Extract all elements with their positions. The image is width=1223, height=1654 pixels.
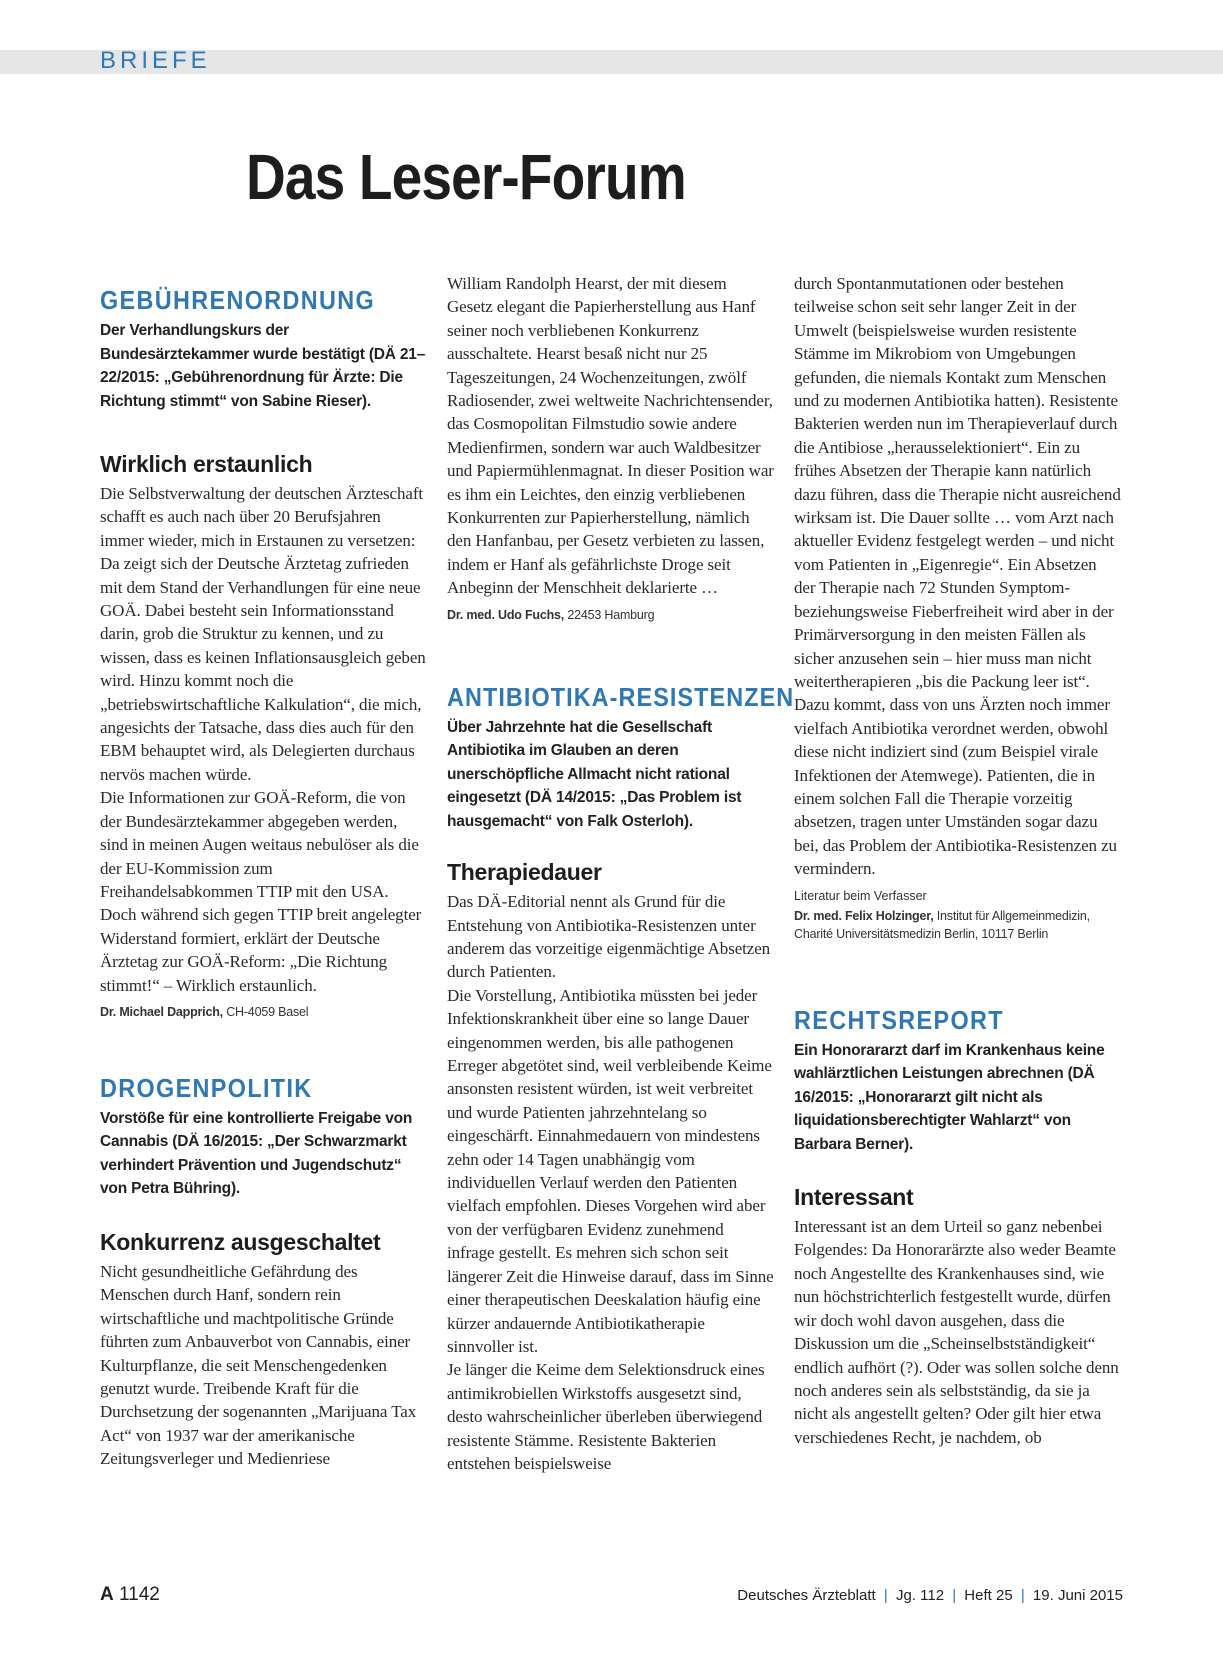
journal-name: Deutsches Ärzteblatt	[737, 1587, 876, 1604]
letter-headline: Interessant	[794, 1184, 914, 1211]
author-name: Dr. Michael Dapprich,	[100, 1004, 223, 1019]
letter-paragraph: Interessant ist an dem Urteil so ganz nebenbei Folgendes: Da Honorarärzte also weder Beamte noch Angestellte des Krankenhauses sind, wie nun höchstrichterlich festgestellt wurde, dürfen wir doch wohl davon ausgehen, dass die Diskussion um die „Scheinselbstständigkeit“ endlich aufhört (?). Oder was sollen solche denn noch anderes sein als selbstständig, da sie ja nicht als angestellt gelten? Oder gilt hier etwa verschiedenes Recht, je nachdem, ob	[794, 1217, 1119, 1447]
letter-headline: Wirklich erstaunlich	[100, 451, 313, 477]
letter-paragraph: Je länger die Keime dem Selektionsdruck eines antimikrobiellen Wirkstoffs ausgesetzt sind, desto wahrscheinlicher überleben überwiegend resistente Stämme. Resistente Bakterien entstehen beispielsweise	[447, 1360, 765, 1473]
letter-paragraph: Das DÄ-Editorial nennt als Grund für die Entstehung von Antibiotika-Resistenzen unter anderem das vorzeitige eigenmächtige Absetzen durch Patienten.	[447, 892, 771, 982]
letter-paragraph: Da zeigt sich der Deutsche Ärztetag zufrieden mit dem Stand der Verhandlungen für eine neue GOÄ. Dabei besteht sein Informationsstand darin, grob die Struktur zu kennen, und zu wissen, dass es keinen Inflationsausgleich geben wird. Hinzu kommt noch die „betriebswirtschaftliche Kalkulation“, die mich, angesichts der Tatsache, dass dies auch für den EBM behauptet wird, als Delegierten durchaus nervös machen würde.	[100, 554, 426, 784]
footer-separator: |	[883, 1587, 888, 1604]
topic-lead: Ein Honorararzt darf im Krankenhaus keine wahlärztlichen Leistungen abrechnen (DÄ 16/2015: „Honorararzt gilt nicht als liquidationsberechtigter Wahlarzt“ von Barbara Berner).	[794, 1041, 1105, 1153]
topic-heading: RECHTSREPORT	[794, 1004, 1004, 1035]
author-place: 22453 Hamburg	[564, 607, 655, 622]
author-place: CH-4059 Basel	[222, 1004, 309, 1019]
journal-date: 19. Juni 2015	[1032, 1587, 1123, 1604]
journal-issue: Heft 25	[964, 1587, 1013, 1604]
letter-paragraph: Die Selbstverwaltung der deutschen Ärzteschaft schafft es auch nach über 20 Berufsjahren immer wieder, mich in Erstaunen zu versetzen:	[100, 484, 424, 550]
section-label: BRIEFE	[100, 47, 211, 74]
page-prefix: A	[100, 1584, 114, 1605]
letter-headline: Therapiedauer	[447, 859, 602, 886]
topic-heading: ANTIBIOTIKA-RESISTENZEN	[447, 681, 795, 712]
topic-lead: Der Verhandlungskurs der Bundesärztekammer wurde bestätigt (DÄ 21–22/2015: „Gebührenordnung für Ärzte: Die Richtung stimmt“ von Sabine Rieser).	[100, 322, 426, 410]
letter-author	[447, 606, 775, 624]
author-name: Dr. med. Udo Fuchs,	[447, 607, 565, 622]
author-name: Dr. med. Felix Holzinger,	[794, 908, 934, 923]
letter-author	[100, 1003, 428, 1021]
column-2	[447, 272, 795, 1475]
page-title: Das Leser-Forum	[246, 141, 686, 213]
footer-separator: |	[952, 1587, 957, 1604]
letter-paragraph: Nicht gesundheitliche Gefährdung des Menschen durch Hanf, sondern rein wirtschaftliche und machtpolitische Gründe führten zum Anbauverbot von Cannabis, einer Kulturpflanze, die seit Menschengedenken genutzt wurde. Treibende Kraft für die Durchsetzung der sogenannten „Marijuana Tax Act“ von 1937 war der amerikanische Zeitungsverleger und Medienriese	[100, 1261, 417, 1469]
author-place: Institut für Allgemeinmedizin, Charité Universitätsmedizin Berlin, 10117 Berlin	[794, 908, 1090, 941]
page-number	[100, 1584, 160, 1606]
journal-footer	[737, 1587, 1123, 1604]
letter-paragraph: Die Vorstellung, Antibiotika müssten bei jeder Infektionskrankheit über eine so lange Dauer eingenommen werden, bis alle pathogenen Erreger abgetötet sind, weil verbleibende Keime ansonsten resistent würden, ist weit verbreitet und wurde Patienten jahrzehntelang so eingeschärft. Einnahmedauern von mindestens zehn oder 14 Tagen unabhängig vom individuellen Verlauf werden den Patienten vielfach empfohlen. Dieses Vorgehen wird aber von der verfügbaren Evidenz zunehmend infrage gestellt. Es mehren sich schon seit längerer Zeit die Hinweise darauf, dass im Sinne einer therapeutischen Deeskalation häufig eine kürzer andauernde Antibiotikatherapie sinnvoller ist.	[447, 985, 774, 1356]
footer-separator: |	[1020, 1587, 1025, 1604]
topic-lead: Über Jahrzehnte hat die Gesellschaft Antibiotika im Glauben an deren unerschöpfliche Allmacht nicht rational eingesetzt (DÄ 14/2015: „Das Problem ist hausgemacht“ von Falk Osterloh).	[447, 718, 742, 830]
topic-lead: Vorstöße für eine kontrollierte Freigabe von Cannabis (DÄ 16/2015: „Der Schwarzmarkt verhindert Prävention und Jugendschutz“ von Petra Bühring).	[100, 1109, 413, 1198]
letter-paragraph: Die Informationen zur GOÄ-Reform, die von der Bundesärztekammer abgegeben werden, sind in meinen Augen weitaus nebulöser als die der EU-Kommission zum Freihandelsabkommen TTIP mit den USA. Doch während sich gegen TTIP breit angelegter Widerstand formiert, erklärt der Deutsche Ärztetag zur GOÄ-Reform: „Die Richtung stimmt!“ – Wirklich erstaunlich.	[100, 788, 422, 995]
letter-author	[794, 907, 1122, 943]
letter-headline: Konkurrenz ausgeschaltet	[100, 1228, 381, 1255]
column-1	[100, 283, 428, 1471]
literature-note: Literatur beim Verfasser	[794, 888, 927, 903]
letter-paragraph: William Randolph Hearst, der mit diesem Gesetz elegant die Papierherstellung aus Hanf seiner noch verbliebenen Konkurrenz ausschaltete. Hearst besaß nicht nur 25 Tageszeitungen, 24 Wochenzeitungen, zwölf Radiosender, zwei weltweite Nachrichtensender, das Cosmopolitan Filmstudio sowie andere Medienfirmen, sondern war auch Waldbesitzer und Papiermühlenmagnat. In dieser Position war es ihm ein Leichtes, den einzig verbliebenen Konkurrenten zur Papierherstellung, nämlich den Hanfanbau, per Gesetz verbieten zu lassen, indem er Hanf als gefährlichste Droge seit Anbeginn der Menschheit deklarierte …	[447, 274, 774, 598]
topic-heading: GEBÜHRENORDNUNG	[100, 285, 376, 315]
topic-heading: DROGENPOLITIK	[100, 1072, 313, 1103]
journal-volume: Jg. 112	[895, 1587, 945, 1604]
letter-paragraph: durch Spontanmutationen oder bestehen teilweise schon seit sehr langer Zeit in der Umwelt (beispielsweise wurden resistente Stämme im Mikrobiom von Umgebungen gefunden, die niemals Kontakt zum Menschen und zu modernen Antibiotika hatten). Resistente Bakterien werden nun im Therapieverlauf durch die Antibiose „herausselektioniert“. Ein zu frühes Absetzen der Therapie kann natürlich dazu führen, dass die Therapie nicht ausreichend wirksam ist. Die Dauer sollte … vom Arzt nach aktueller Evidenz festgelegt werden – und nicht vom Patienten in „Eigenregie“. Ein Absetzen der Therapie nach 72 Stunden Symptom- beziehungsweise Fieberfreiheit wird aber in der Primärversorgung in den meisten Fällen als sicher anzusehen sein – hier muss man nicht weitertherapieren „bis die Packung leer ist“. Dazu kommt, dass von uns Ärzten noch immer vielfach Antibiotika verordnet werden, obwohl diese nicht indiziert sind (zum Beispiel virale Infektionen der Atemwege). Patienten, die in einem solchen Fall die Therapie vorzeitig absetzen, tragen unter Umständen sogar dazu bei, das Problem der Antibiotika-Resistenzen zu vermindern.	[794, 274, 1121, 879]
column-3	[794, 272, 1122, 1449]
page-number-value: 1142	[113, 1584, 160, 1605]
